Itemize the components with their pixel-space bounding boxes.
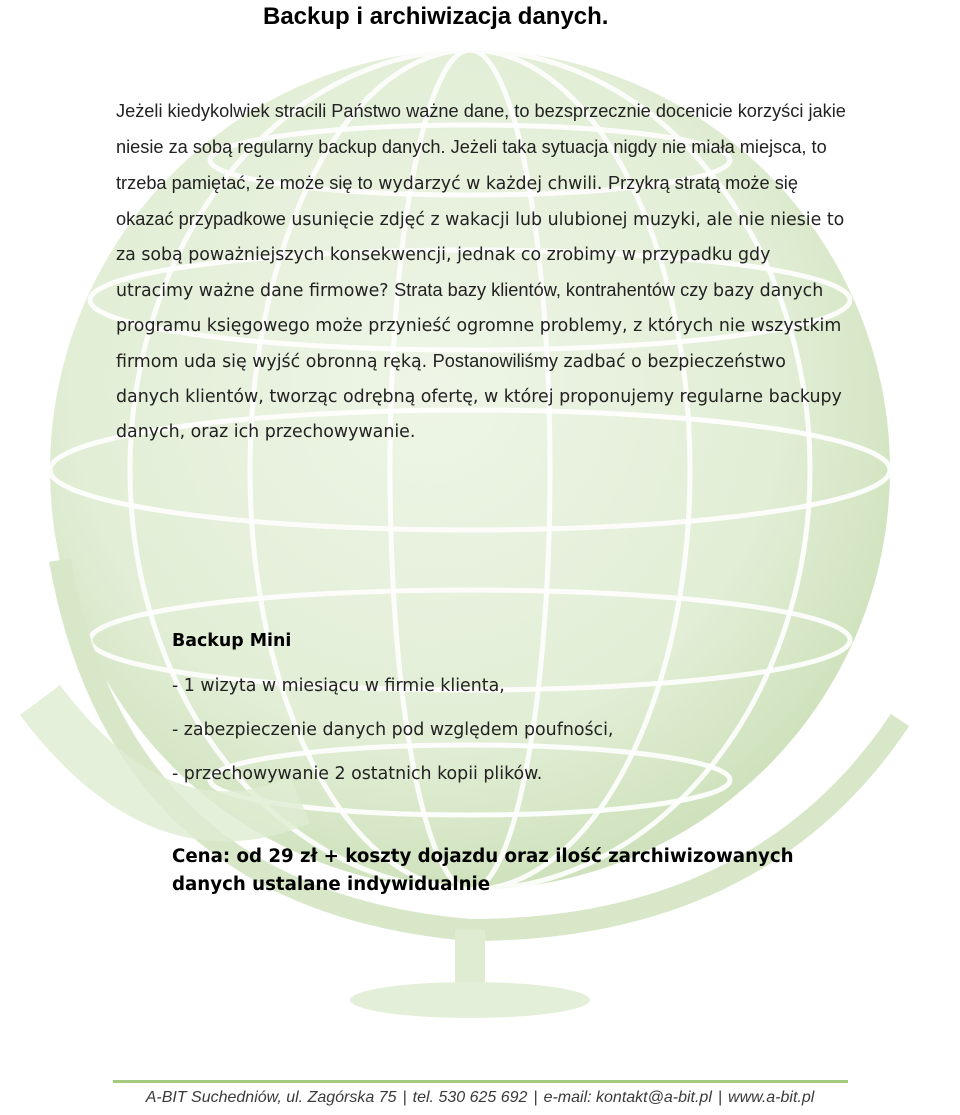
intro-text-part3: Przykrą stratą może się okazać przypadkowe — [116, 173, 798, 229]
footer-email[interactable]: e-mail: kontakt@a-bit.pl — [543, 1089, 712, 1106]
intro-text-part4: usunięcie zdjęć z wakacji lub ulubionej muzyki, ale nie niesie to za sobą poważniejszych konsekwencji, jednak co zrobimy w przypadku gdy utracimy ważne dane firmowe? — [116, 210, 845, 301]
offer-list — [172, 671, 852, 803]
intro-text-part8: zadbać o bezpieczeństwo danych klientów, tworząc odrębną ofertę, w której proponujemy regularne backupy danych, oraz ich przechowywanie. — [116, 352, 842, 442]
offer-title: Backup Mini — [172, 631, 292, 651]
page-title: Backup i archiwizacja danych. — [263, 3, 609, 30]
intro-text-part1: Jeżeli kiedykolwiek stracili Państwo ważne dane, to bezsprzecznie docenicie korzyści jakie niesie za sobą regularny backup danych. Jeżeli taka sytuacja nigdy nie miała miejsca, to trzeba pamiętać, że może się to — [116, 101, 846, 193]
footer-separator: | — [533, 1089, 538, 1106]
intro-text-part2: wydarzyć w każdej chwili. — [378, 174, 603, 194]
footer-separator: | — [717, 1089, 723, 1106]
intro-text-part7: Postanowiliśmy — [432, 351, 559, 371]
footer-website[interactable]: www.a-bit.pl — [728, 1089, 815, 1106]
offer-item: - 1 wizyta w miesiącu w firmie klienta, — [172, 676, 505, 696]
footer — [0, 1086, 960, 1110]
intro-text-part6: bazy danych programu księgowego może przynieść ogromne problemy, z których nie wszystkim firmom uda się wyjść obronną ręką. — [116, 281, 842, 372]
footer-company: A-BIT Suchedniów, ul. Zagórska 75 — [145, 1089, 397, 1106]
footer-divider — [113, 1080, 848, 1083]
footer-phone: tel. 530 625 692 — [412, 1089, 528, 1106]
offer-item: - zabezpieczenie danych pod względem poufności, — [172, 720, 614, 740]
offer-price: Cena: od 29 zł + koszty dojazdu oraz ilość zarchiwizowanych danych ustalane indywidualnie — [172, 846, 794, 895]
intro-paragraph — [116, 94, 846, 450]
footer-separator: | — [402, 1089, 407, 1106]
offer-section — [172, 626, 852, 895]
intro-text-part5: Strata bazy klientów, kontrahentów czy — [394, 280, 708, 300]
offer-item: - przechowywanie 2 ostatnich kopii plików. — [172, 764, 543, 784]
